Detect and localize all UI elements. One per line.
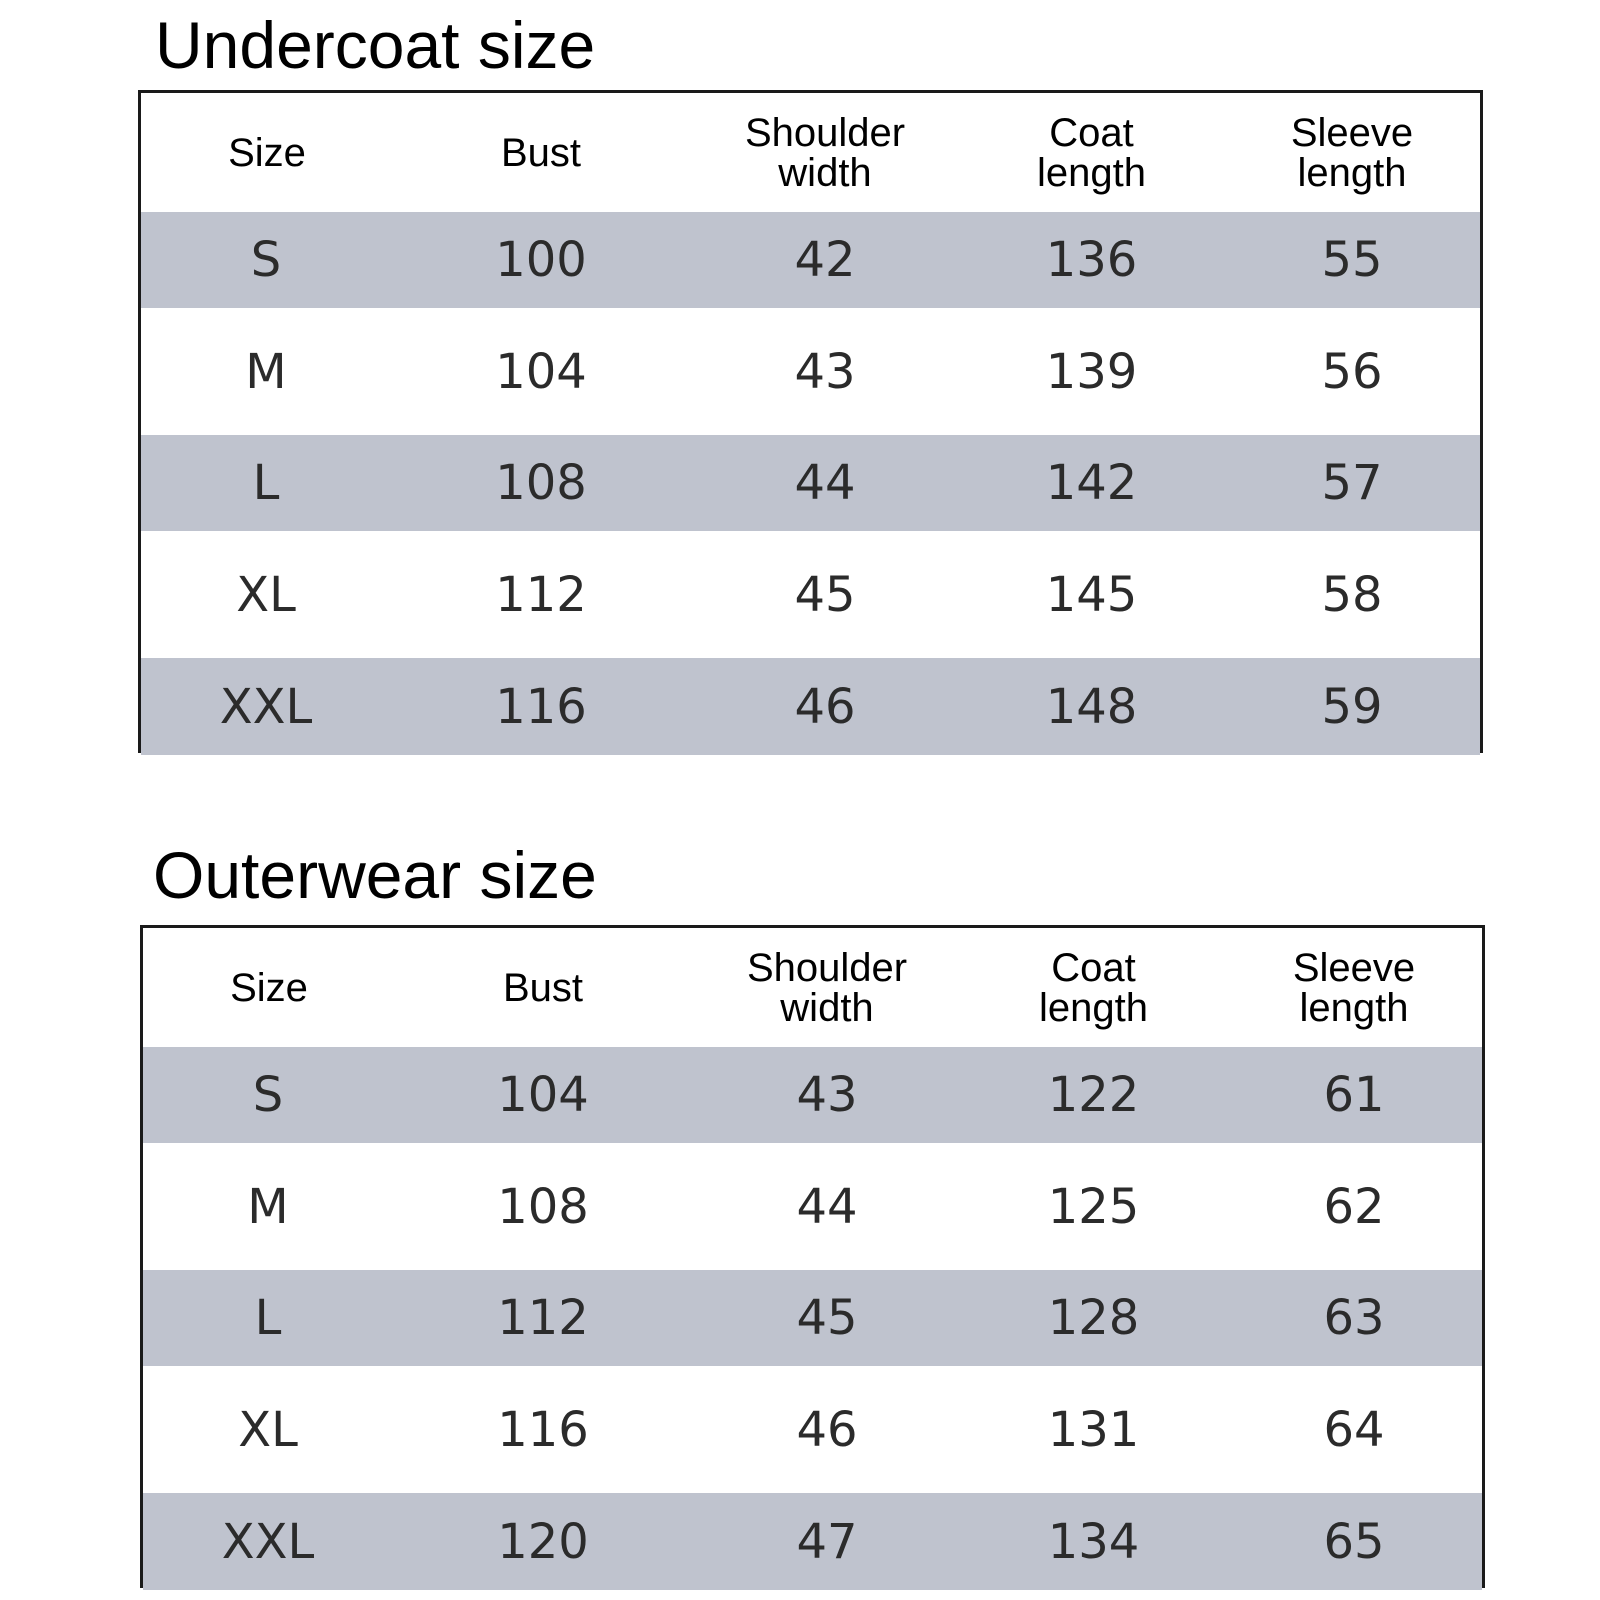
table-row [143,1270,1482,1366]
cell-sleeve-length: 58 [1321,566,1383,623]
cell-size: S [252,1067,284,1123]
cell-shoulder-width: 42 [794,232,856,288]
cell-sleeve-length: 59 [1321,678,1383,735]
cell-shoulder-width: 45 [794,566,856,623]
cell-coat-length: 125 [1047,1178,1140,1235]
outerwear-size-table [140,925,1485,1588]
cell-sleeve-length: 62 [1323,1178,1385,1235]
outerwear-size-title: Outerwear size [153,838,597,912]
cell-bust: 108 [497,1178,589,1235]
header-coat-length: Coat length [1039,945,1148,1030]
cell-sleeve-length: 56 [1321,343,1383,400]
header-size: Size [228,130,306,175]
cell-size: XXL [221,1513,315,1570]
header-bust: Bust [500,130,582,175]
cell-coat-length: 136 [1045,232,1138,288]
cell-bust: 116 [495,678,587,735]
cell-bust: 108 [495,455,587,511]
cell-bust: 100 [495,232,587,288]
table-row [143,1047,1482,1143]
cell-size: M [247,1178,289,1235]
cell-bust: 120 [497,1513,589,1570]
cell-sleeve-length: 63 [1323,1290,1385,1346]
cell-bust: 112 [497,1290,589,1346]
cell-coat-length: 148 [1045,678,1138,735]
table-header-row [141,93,1480,212]
cell-coat-length: 122 [1047,1067,1140,1123]
cell-bust: 116 [497,1401,589,1458]
cell-size: S [250,232,282,288]
cell-coat-length: 145 [1045,566,1138,623]
cell-sleeve-length: 55 [1321,232,1383,288]
cell-sleeve-length: 64 [1323,1401,1385,1458]
cell-coat-length: 128 [1047,1290,1140,1346]
header-bust: Bust [502,965,584,1010]
header-coat-length: Coat length [1037,110,1146,195]
table-row [143,1366,1482,1493]
cell-size: XL [238,1401,298,1458]
cell-sleeve-length: 61 [1323,1067,1385,1123]
table-row [141,435,1480,531]
header-size: Size [230,965,308,1010]
cell-shoulder-width: 43 [796,1067,858,1123]
cell-coat-length: 139 [1045,343,1138,400]
cell-bust: 104 [495,343,587,400]
header-shoulder-width: Shoulder width [744,110,906,195]
cell-shoulder-width: 46 [794,678,856,735]
header-sleeve-length: Sleeve length [1290,110,1414,195]
cell-shoulder-width: 45 [796,1290,858,1346]
cell-shoulder-width: 46 [796,1401,858,1458]
table-row [143,1493,1482,1590]
cell-size: L [252,455,280,511]
cell-coat-length: 134 [1047,1513,1140,1570]
cell-shoulder-width: 47 [796,1513,858,1570]
cell-size: M [245,343,287,400]
undercoat-size-title: Undercoat size [155,8,596,82]
cell-coat-length: 131 [1047,1401,1140,1458]
undercoat-size-table [138,90,1483,753]
cell-size: L [254,1290,282,1346]
table-row [141,212,1480,308]
cell-size: XXL [219,678,313,735]
table-row [141,658,1480,755]
header-shoulder-width: Shoulder width [746,945,908,1030]
cell-bust: 104 [497,1067,589,1123]
cell-shoulder-width: 43 [794,343,856,400]
cell-sleeve-length: 57 [1321,455,1383,511]
table-row [141,531,1480,658]
cell-shoulder-width: 44 [796,1178,858,1235]
cell-bust: 112 [495,566,587,623]
cell-sleeve-length: 65 [1323,1513,1385,1570]
table-row [143,1143,1482,1270]
header-sleeve-length: Sleeve length [1292,945,1416,1030]
cell-coat-length: 142 [1045,455,1138,511]
cell-shoulder-width: 44 [794,455,856,511]
cell-size: XL [236,566,296,623]
table-row [141,308,1480,435]
table-header-row [143,928,1482,1047]
